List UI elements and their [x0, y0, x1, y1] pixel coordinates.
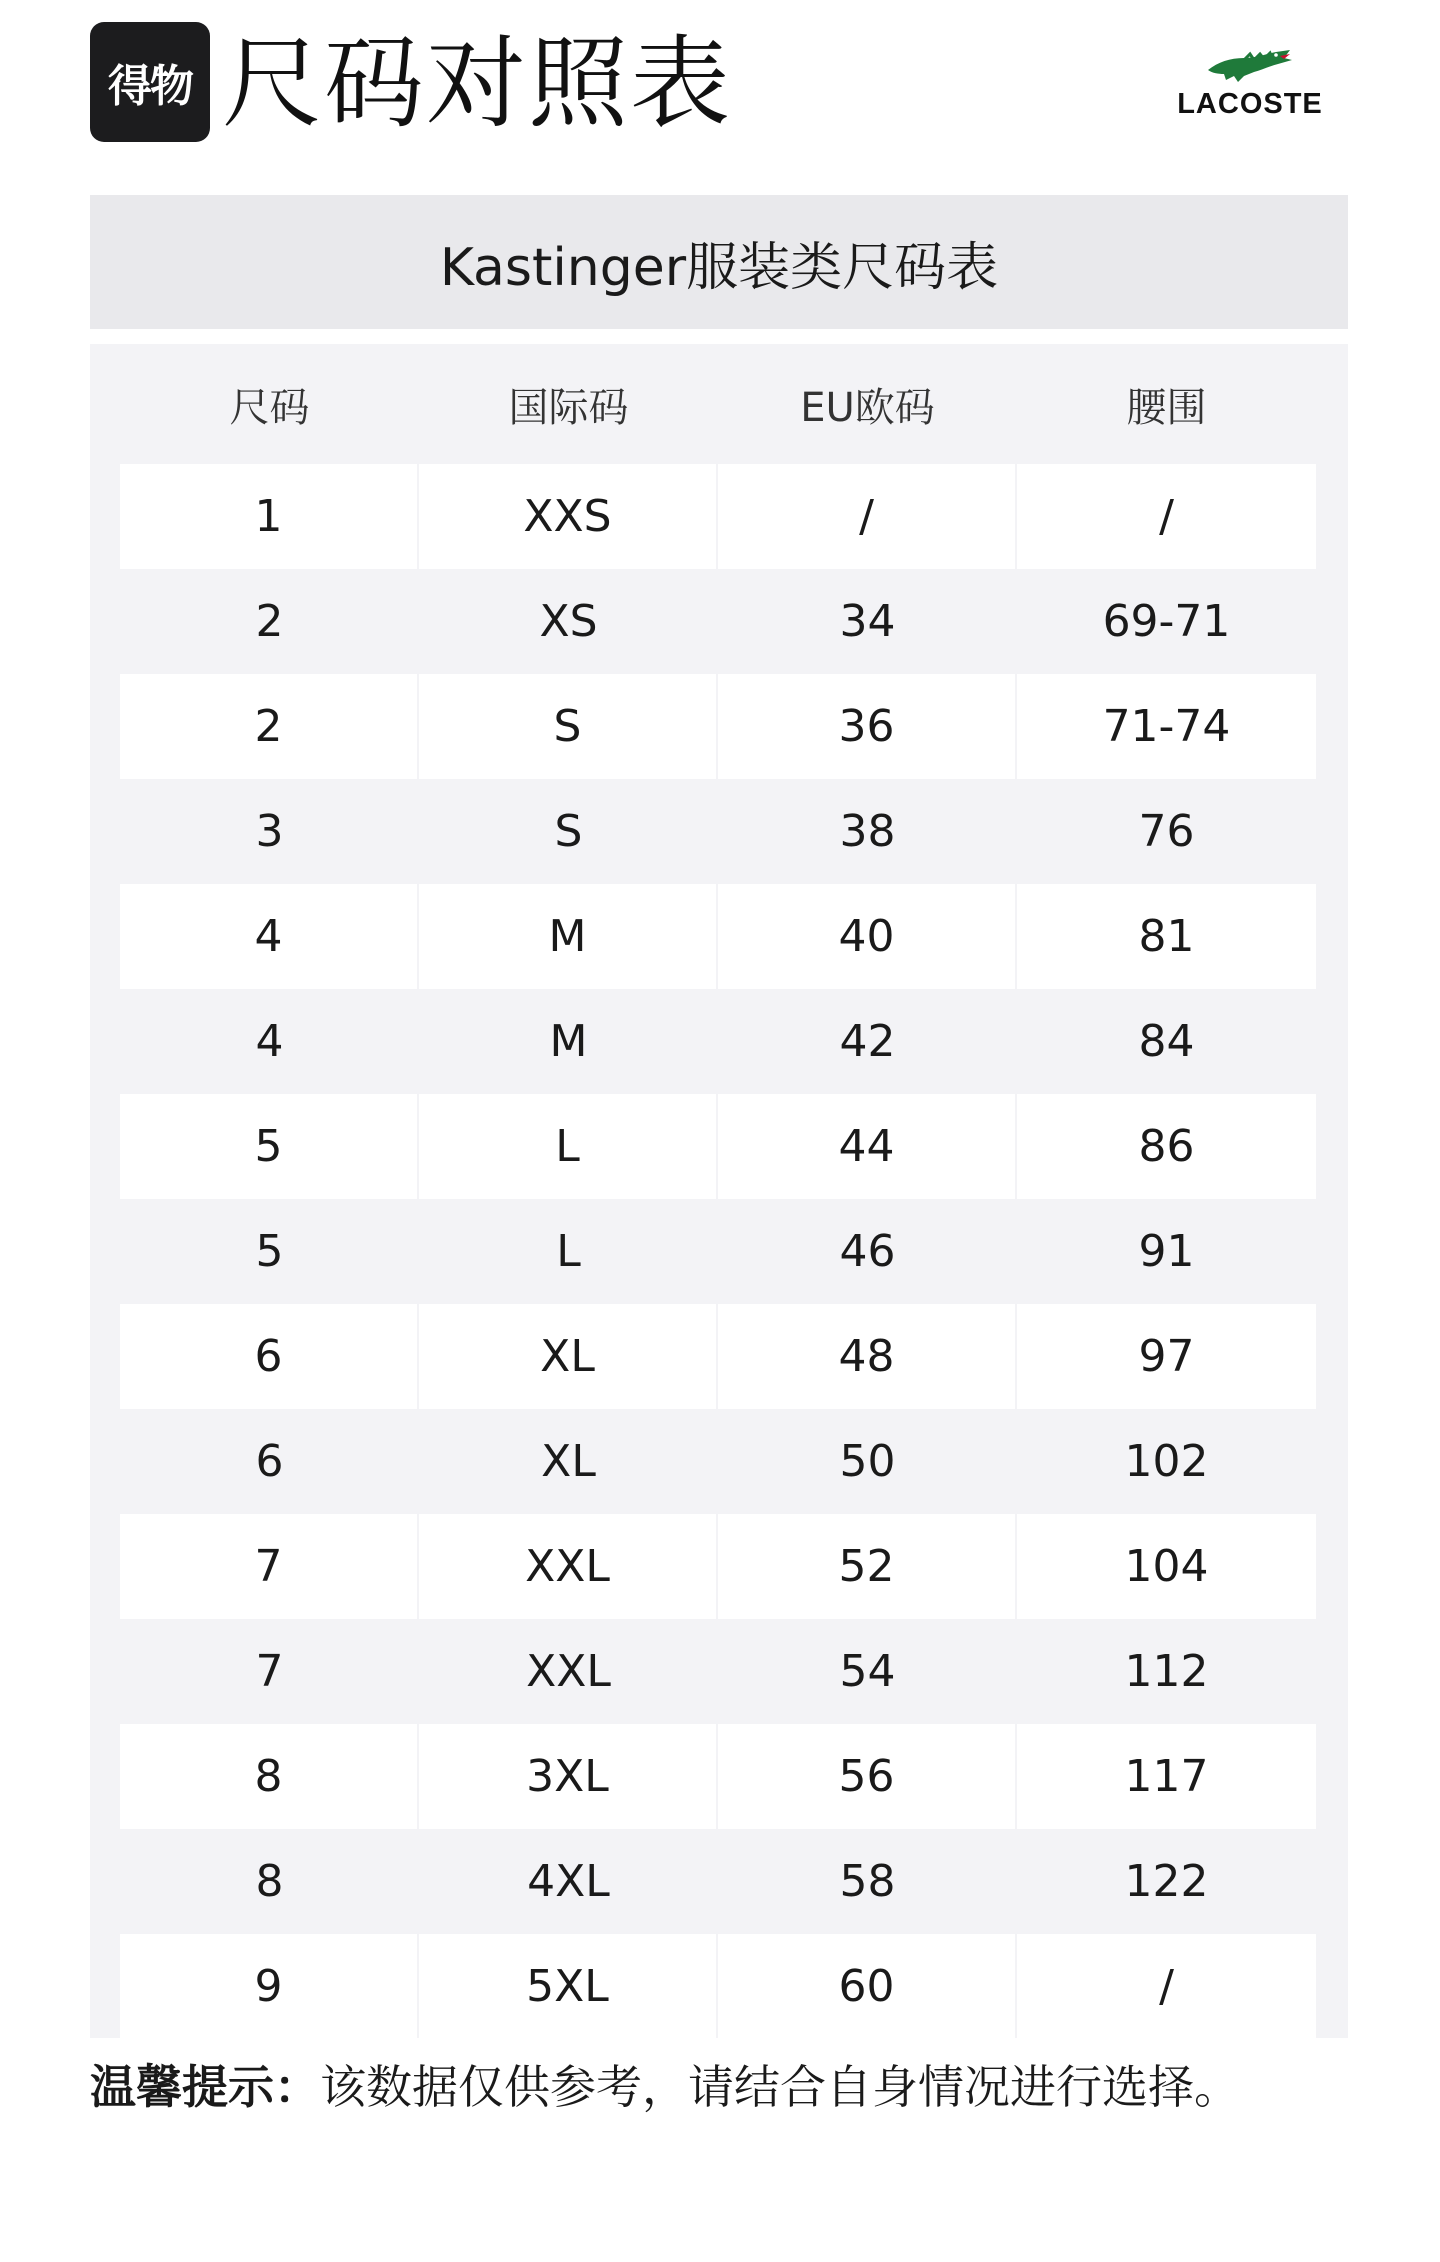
cell-eu: 38 [839, 806, 896, 857]
cell-waist: 76 [1138, 806, 1195, 857]
cell-eu: 50 [839, 1436, 896, 1487]
cell-international: XL [419, 1304, 718, 1409]
cell-international: XXS [419, 464, 718, 569]
page-title: 尺码对照表 [222, 25, 732, 142]
cell-waist: 86 [1017, 1094, 1316, 1199]
cell-eu: 36 [718, 674, 1017, 779]
cell-eu: 58 [839, 1856, 896, 1907]
cell-international: S [554, 806, 583, 857]
cell-size: 2 [120, 674, 419, 779]
notice [90, 2052, 1390, 2122]
cell-size: 7 [120, 1514, 419, 1619]
table-row [120, 569, 1316, 674]
cell-eu: / [718, 464, 1017, 569]
cell-size: 5 [120, 1094, 419, 1199]
cell-waist: 84 [1138, 1016, 1195, 1067]
table-row [120, 1724, 1316, 1829]
crocodile-icon [1204, 44, 1296, 86]
table-row [120, 1829, 1316, 1934]
cell-waist: 91 [1138, 1226, 1195, 1277]
cell-international: L [556, 1226, 581, 1277]
column-header-international: 国际码 [508, 384, 629, 431]
cell-international: 3XL [419, 1724, 718, 1829]
cell-eu: 42 [839, 1016, 896, 1067]
cell-waist: 104 [1017, 1514, 1316, 1619]
cell-eu: 52 [718, 1514, 1017, 1619]
table-row [120, 1409, 1316, 1514]
table-row [120, 1934, 1316, 2038]
cell-eu: 44 [718, 1094, 1017, 1199]
table-row [120, 1304, 1316, 1409]
brand-badge: 得物 [90, 22, 210, 142]
table-title: Kastinger服装类尺码表 [90, 195, 1348, 329]
table-row [120, 1619, 1316, 1724]
cell-size: 4 [255, 1016, 284, 1067]
table-row [120, 884, 1316, 989]
cell-waist: 71-74 [1017, 674, 1316, 779]
cell-size: 3 [255, 806, 284, 857]
table-header-row [120, 344, 1316, 464]
cell-waist: 102 [1124, 1436, 1209, 1487]
cell-size: 6 [120, 1304, 419, 1409]
table-body [120, 464, 1316, 2038]
table-row [120, 1514, 1316, 1619]
cell-waist: 97 [1017, 1304, 1316, 1409]
cell-international: XS [539, 596, 598, 647]
cell-waist: 69-71 [1102, 596, 1231, 647]
cell-international: XL [541, 1436, 596, 1487]
column-header-size: 尺码 [229, 384, 310, 431]
cell-size: 9 [120, 1934, 419, 2038]
cell-international: M [549, 1016, 588, 1067]
cell-eu: 40 [718, 884, 1017, 989]
size-table [90, 344, 1348, 2038]
cell-international: 4XL [527, 1856, 610, 1907]
table-row [120, 674, 1316, 779]
table-row [120, 989, 1316, 1094]
notice-label: 温馨提示： [90, 2060, 320, 2114]
table-row [120, 1094, 1316, 1199]
column-header-eu: EU欧码 [800, 384, 935, 431]
brand-logo [1170, 44, 1330, 144]
cell-eu: 56 [718, 1724, 1017, 1829]
cell-size: 2 [255, 596, 284, 647]
cell-international: S [419, 674, 718, 779]
brand-logo-text: LACOSTE [1177, 88, 1323, 120]
cell-size: 4 [120, 884, 419, 989]
cell-waist: 122 [1124, 1856, 1209, 1907]
cell-eu: 48 [718, 1304, 1017, 1409]
notice-text: 该数据仅供参考，请结合自身情况进行选择。 [320, 2060, 1240, 2114]
cell-eu: 60 [718, 1934, 1017, 2038]
table-row [120, 464, 1316, 569]
table-row [120, 779, 1316, 884]
cell-international: M [419, 884, 718, 989]
cell-international: XXL [526, 1646, 611, 1697]
cell-size: 8 [255, 1856, 284, 1907]
column-header-waist: 腰围 [1126, 384, 1207, 431]
cell-eu: 54 [839, 1646, 896, 1697]
table-row [120, 1199, 1316, 1304]
cell-waist: 81 [1017, 884, 1316, 989]
cell-waist: / [1017, 464, 1316, 569]
cell-size: 6 [255, 1436, 284, 1487]
cell-waist: / [1017, 1934, 1316, 2038]
cell-size: 1 [120, 464, 419, 569]
cell-eu: 34 [839, 596, 896, 647]
cell-size: 8 [120, 1724, 419, 1829]
header [90, 22, 1350, 152]
cell-eu: 46 [839, 1226, 896, 1277]
cell-waist: 117 [1017, 1724, 1316, 1829]
cell-international: L [419, 1094, 718, 1199]
cell-waist: 112 [1124, 1646, 1209, 1697]
cell-size: 7 [255, 1646, 284, 1697]
cell-international: 5XL [419, 1934, 718, 2038]
cell-international: XXL [419, 1514, 718, 1619]
cell-size: 5 [255, 1226, 284, 1277]
